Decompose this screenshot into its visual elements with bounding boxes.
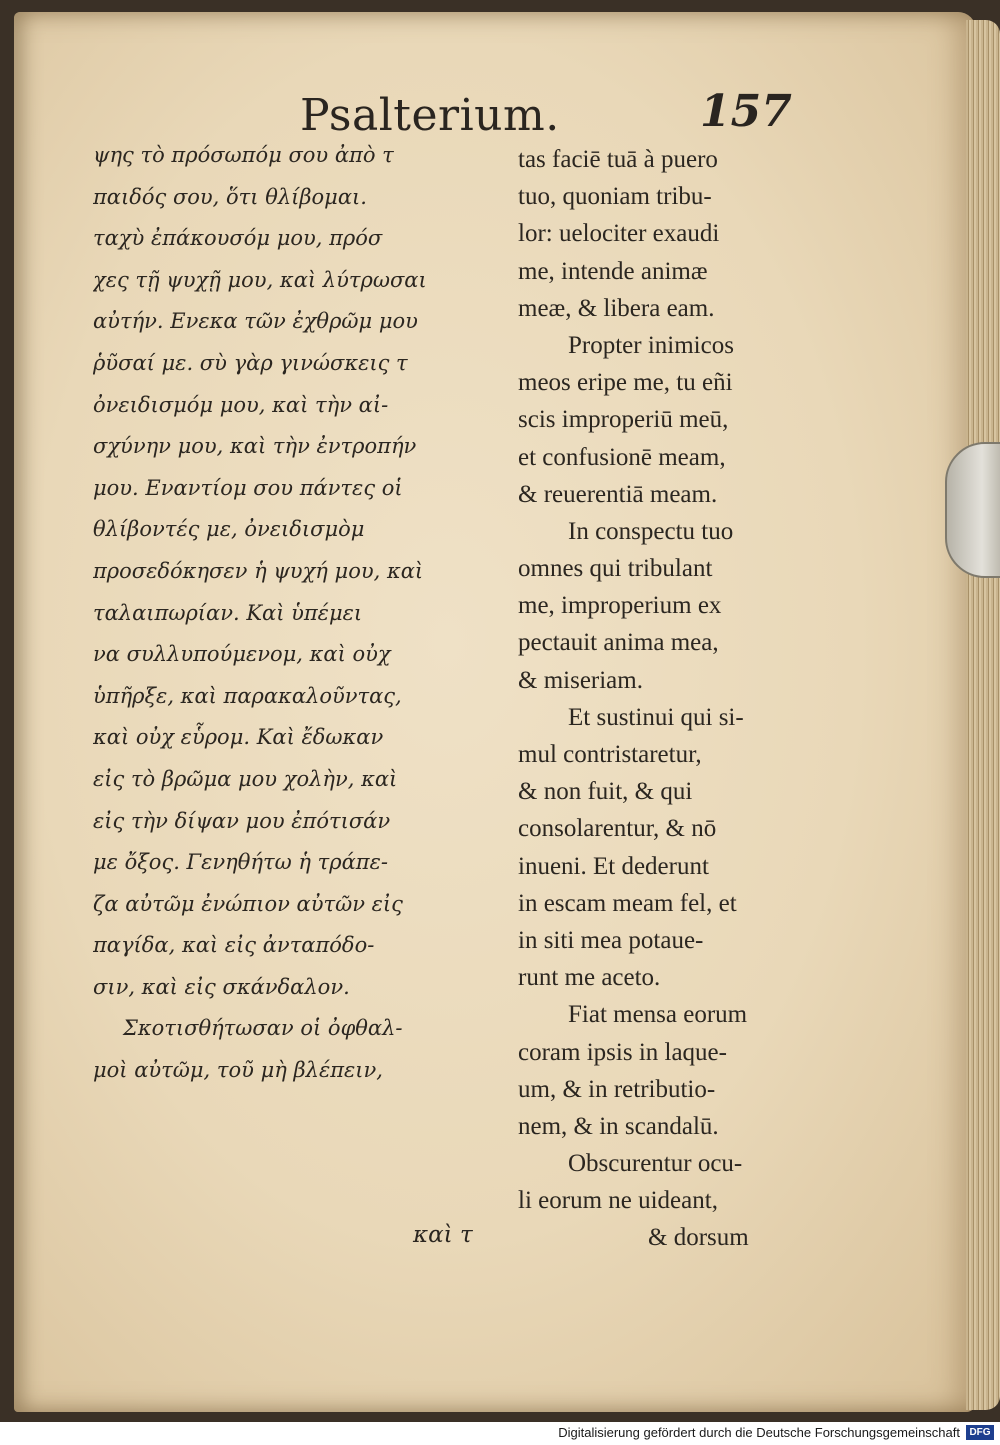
- latin-line: meæ, & libera eam.: [518, 294, 715, 322]
- latin-line: & non fuit, & qui: [518, 778, 693, 806]
- latin-line: pectauit anima mea,: [518, 629, 719, 657]
- latin-line: Et sustinui qui si-: [568, 703, 744, 731]
- greek-text-column: [93, 135, 513, 1092]
- greek-line: θλίβοντές με, ὀνειδισμὸμ: [93, 517, 365, 542]
- greek-line: ταχὺ ἐπάκουσόμ μου, πρόσ: [93, 226, 383, 251]
- latin-line: meos eripe me, tu eñi: [518, 369, 733, 397]
- latin-line: Fiat mensa eorum: [568, 1001, 748, 1029]
- footer-bar: [0, 1422, 1000, 1445]
- latin-line: inueni. Et dederunt: [518, 852, 709, 880]
- greek-line: ὑπῆρξε, καὶ παρακαλοῦντας,: [93, 683, 402, 708]
- greek-line: σιν, καὶ εἰς σκάνδαλον.: [93, 974, 350, 999]
- latin-line: scis improperiū meū,: [518, 406, 729, 434]
- dfg-logo-icon: DFG: [966, 1425, 994, 1440]
- greek-line: ταλαιπωρίαν. Καὶ ὑπέμει: [93, 600, 363, 625]
- latin-line: In conspectu tuo: [568, 517, 734, 545]
- greek-line: μου. Εναντίομ σου πάντες οἱ: [93, 475, 403, 500]
- latin-line: in siti mea potaue-: [518, 926, 704, 954]
- latin-line: consolarentur, & nō: [518, 815, 717, 843]
- latin-line: coram ipsis in laque-: [518, 1038, 727, 1066]
- greek-line: ῥῦσαί με. σὺ γὰρ γινώσκεις τ: [93, 350, 408, 375]
- latin-line: nem, & in scandalū.: [518, 1112, 719, 1140]
- greek-line: σχύνην μου, καὶ τὴν ἐντροπήν: [93, 434, 417, 459]
- latin-line: Propter inimicos: [568, 331, 734, 359]
- greek-line: προσεδόκησεν ἡ ψυχή μου, καὶ: [93, 558, 424, 583]
- latin-line: omnes qui tribulant: [518, 555, 713, 583]
- running-title: Psalterium.: [300, 90, 560, 141]
- greek-line: Σκοτισθήτωσαν οἱ ὀφθαλ-: [123, 1016, 403, 1041]
- latin-line: runt me aceto.: [518, 964, 661, 992]
- greek-line: αὐτήν. Ενεκα τῶν ἐχθρῶμ μου: [93, 309, 418, 334]
- latin-line: lor: uelociter exaudi: [518, 220, 720, 248]
- greek-line: ψης τὸ πρόσωπόμ σου ἀπὸ τ: [93, 143, 394, 167]
- greek-line: με ὄξος. Γενηθήτω ἡ τράπε-: [93, 850, 388, 875]
- greek-line: παιδός σου, ὅτι θλίβομαι.: [93, 184, 367, 209]
- latin-line: um, & in retributio-: [518, 1075, 716, 1103]
- latin-line: Obscurentur ocu-: [568, 1150, 743, 1178]
- page-edges: [966, 20, 1000, 1410]
- greek-line: καὶ οὐχ εὗρομ. Καὶ ἔδωκαν: [93, 725, 384, 750]
- latin-line: et confusionē meam,: [518, 443, 726, 471]
- latin-line: me, intende animæ: [518, 257, 708, 285]
- latin-text-column: [518, 141, 813, 1257]
- greek-line: παγίδα, καὶ εἰς ἀνταπόδο-: [93, 933, 375, 958]
- funding-credit: Digitalisierung gefördert durch die Deutsche Forschungsgemeinschaft: [558, 1425, 960, 1440]
- greek-line: χες τῇ ψυχῇ μου, καὶ λύτρωσαι: [93, 267, 427, 292]
- greek-line: εἰς τὴν δίψαν μου ἐπότισάν: [93, 808, 391, 833]
- latin-line: in escam meam fel, et: [518, 889, 737, 917]
- latin-line: & dorsum: [648, 1224, 749, 1252]
- greek-line: εἰς τὸ βρῶμα μου χολὴν, καὶ: [93, 766, 398, 791]
- latin-line: tuo, quoniam tribu-: [518, 183, 712, 211]
- greek-line: να συλλυπούμενομ, καὶ οὐχ: [93, 642, 391, 667]
- latin-line: li eorum ne uideant,: [518, 1187, 718, 1215]
- catchword: καὶ τ: [413, 1222, 473, 1248]
- latin-line: tas faciē tuā à puero: [518, 146, 718, 173]
- latin-line: me, improperium ex: [518, 592, 722, 620]
- greek-line: ζα αὐτῶμ ἐνώπιον αὐτῶν εἰς: [93, 891, 403, 916]
- page-number: 157: [700, 86, 792, 137]
- greek-line: μοὶ αὐτῶμ, τοῦ μὴ βλέπειν,: [93, 1058, 383, 1083]
- latin-line: & miseriam.: [518, 666, 643, 694]
- clasp-icon: [945, 442, 1000, 578]
- latin-line: mul contristaretur,: [518, 741, 702, 768]
- latin-line: & reuerentiā meam.: [518, 480, 718, 508]
- greek-line: ὀνειδισμόμ μου, καὶ τὴν αἰ-: [93, 392, 389, 417]
